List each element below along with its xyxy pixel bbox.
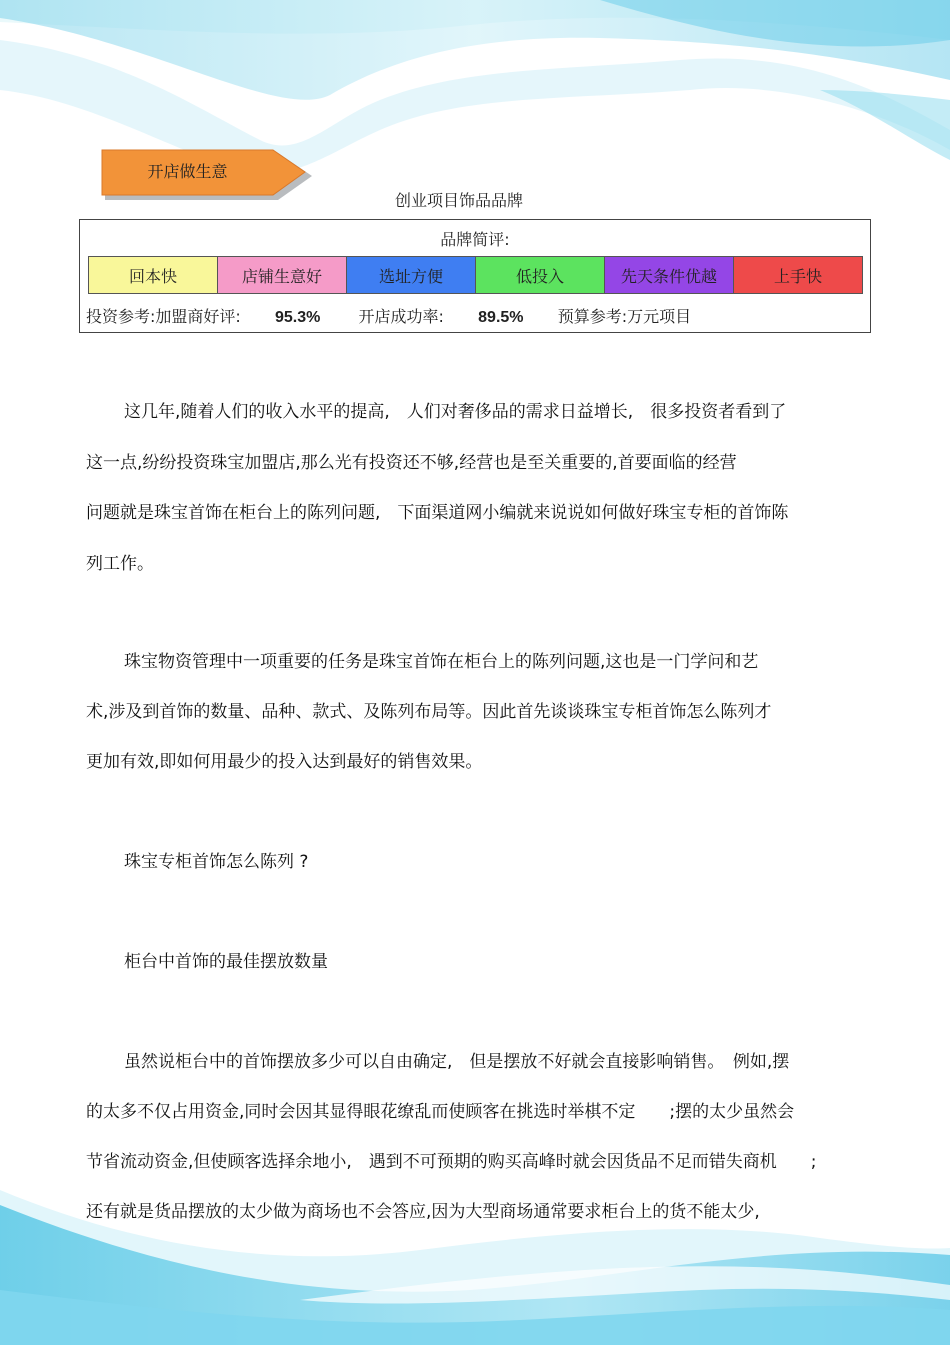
brand-tag: 店铺生意好 bbox=[217, 256, 347, 294]
brand-tags-row bbox=[88, 256, 862, 294]
paragraph-line: 这几年,随着人们的收入水平的提高, 人们对奢侈品的需求日益增长, 很多投资者看到了 bbox=[124, 402, 787, 422]
brand-tag: 上手快 bbox=[733, 256, 863, 294]
paragraph-line: 列工作。 bbox=[86, 554, 154, 574]
success-value: 89.5% bbox=[478, 309, 524, 326]
paragraph-line: 节省流动资金,但使顾客选择余地小, 遇到不可预期的购买高峰时就会因货品不足而错失商机 ; bbox=[86, 1152, 817, 1172]
success-label: 开店成功率: bbox=[358, 307, 444, 326]
paragraph-line: 术,涉及到首饰的数量、品种、款式、及陈列布局等。因此首先谈谈珠宝专柜首饰怎么陈列才 bbox=[86, 702, 772, 722]
paragraph-line: 还有就是货品摆放的太少做为商场也不会答应,因为大型商场通常要求柜台上的货不能太少, bbox=[86, 1202, 760, 1222]
budget-text: 预算参考:万元项目 bbox=[557, 307, 692, 326]
brand-tag: 回本快 bbox=[88, 256, 218, 294]
brand-evaluation-box bbox=[79, 219, 871, 333]
section-heading: 珠宝专柜首饰怎么陈列 ? bbox=[124, 852, 309, 872]
brand-tag: 先天条件优越 bbox=[604, 256, 734, 294]
paragraph-line: 问题就是珠宝首饰在柜台上的陈列问题, 下面渠道网小编就来说说如何做好珠宝专柜的首饰陈 bbox=[86, 503, 789, 523]
paragraph-line: 虽然说柜台中的首饰摆放多少可以自由确定, 但是摆放不好就会直接影响销售。 例如,摆 bbox=[124, 1052, 790, 1072]
stats-prefix: 投资参考:加盟商好评: bbox=[86, 307, 241, 326]
section-heading: 柜台中首饰的最佳摆放数量 bbox=[124, 952, 328, 972]
paragraph-line: 珠宝物资管理中一项重要的任务是珠宝首饰在柜台上的陈列问题,这也是一门学问和艺 bbox=[124, 652, 759, 672]
brand-tag: 选址方便 bbox=[346, 256, 476, 294]
brand-summary-label: 品牌简评: bbox=[440, 230, 510, 249]
brand-tag: 低投入 bbox=[475, 256, 605, 294]
paragraph-line: 的太多不仅占用资金,同时会因其显得眼花缭乱而使顾客在挑选时举棋不定 ;摆的太少虽然会 bbox=[86, 1102, 795, 1122]
section-tag-label: 开店做生意 bbox=[147, 162, 228, 181]
paragraph-line: 这一点,纷纷投资珠宝加盟店,那么光有投资还不够,经营也是至关重要的,首要面临的经营 bbox=[86, 453, 737, 473]
investment-stats bbox=[86, 304, 691, 327]
brand-title: 创业项目饰品品牌 bbox=[394, 191, 523, 210]
rating-value: 95.3% bbox=[274, 309, 321, 326]
paragraph-line: 更加有效,即如何用最少的投入达到最好的销售效果。 bbox=[86, 752, 483, 772]
